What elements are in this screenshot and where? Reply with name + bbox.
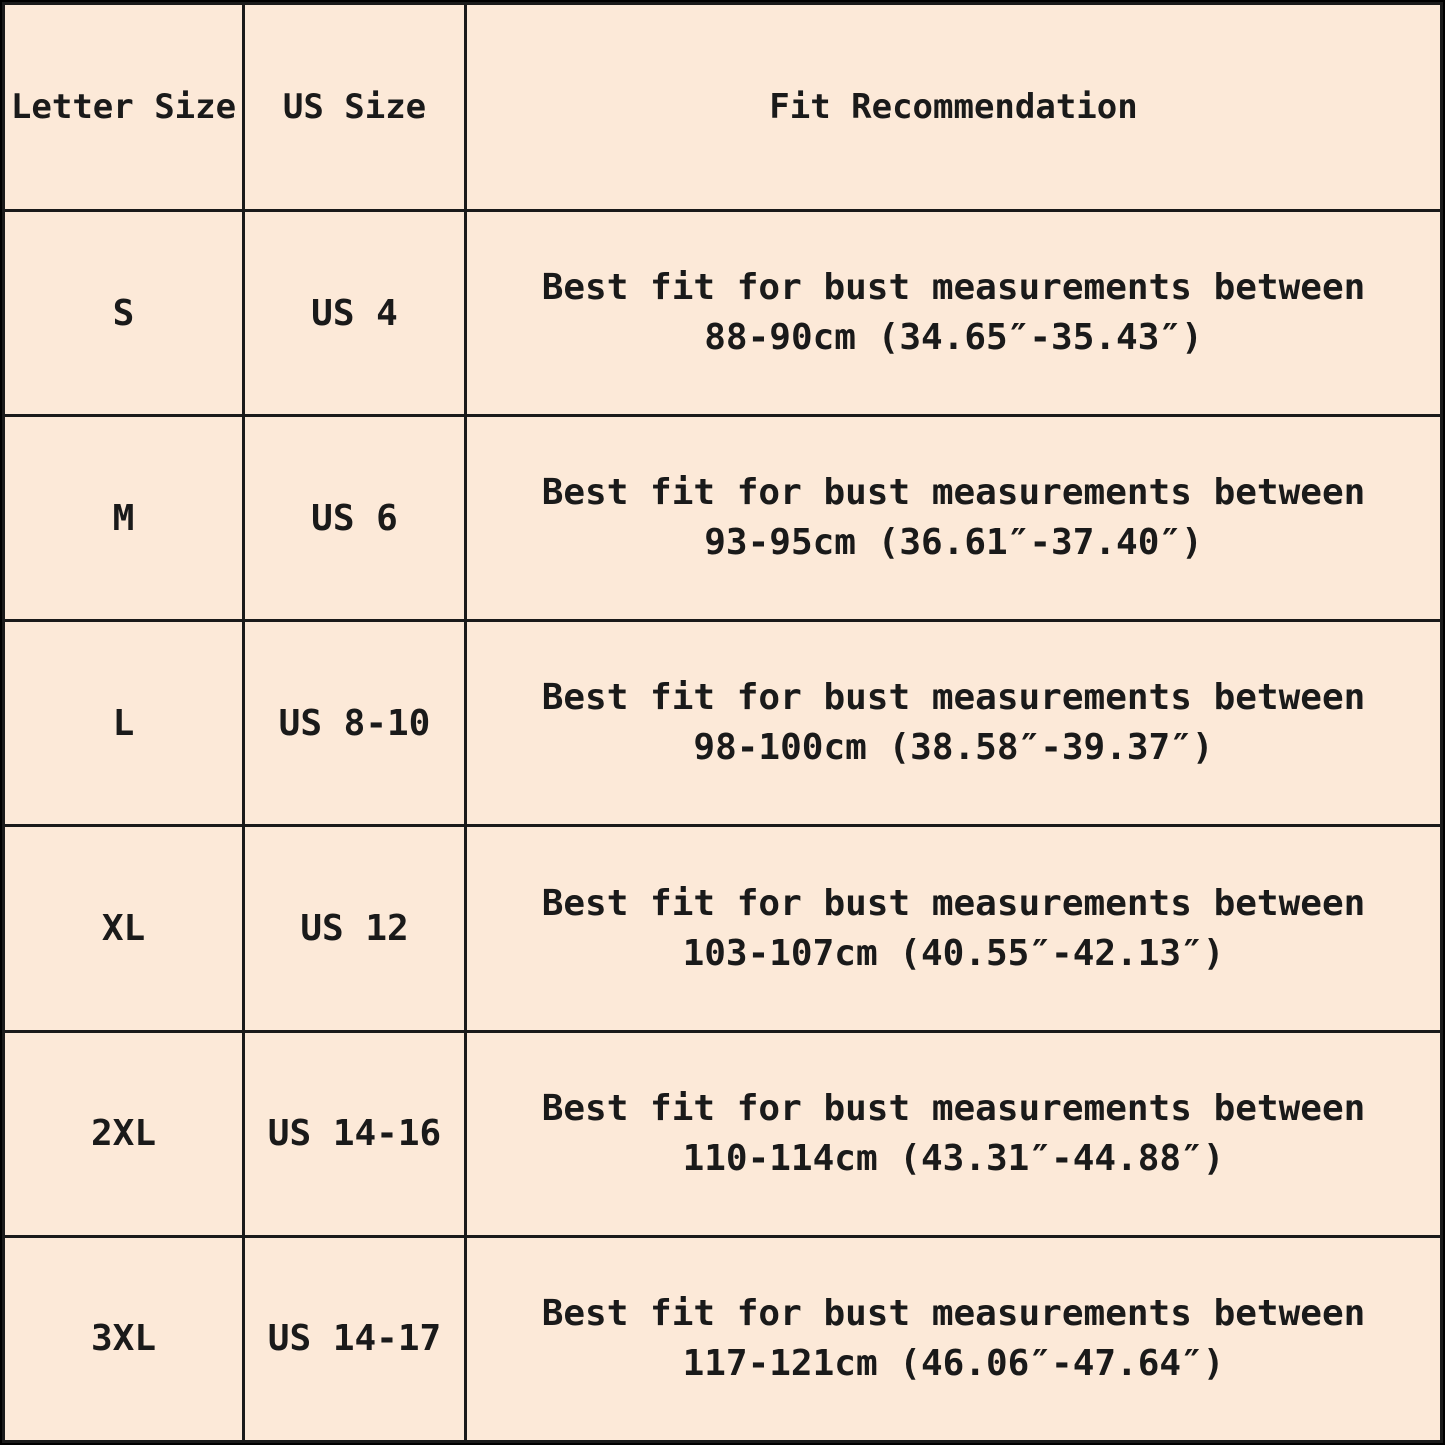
letter-size-cell: 2XL [4,1031,244,1236]
fit-description: Best fit for bust measurements between [541,1087,1366,1129]
letter-size-cell: XL [4,826,244,1031]
fit-recommendation-cell [466,211,1442,416]
table-row [4,1236,1442,1441]
fit-measurement: 98-100cm (38.58″-39.37″) [693,727,1214,769]
letter-size-cell: 3XL [4,1236,244,1441]
table-row [4,1031,1442,1236]
table-row [4,211,1442,416]
fit-description: Best fit for bust measurements between [541,677,1366,719]
table-header-row [4,4,1442,211]
fit-measurement: 117-121cm (46.06″-47.64″) [682,1342,1225,1384]
us-size-cell: US 14-17 [244,1236,466,1441]
fit-measurement: 93-95cm (36.61″-37.40″) [704,522,1203,564]
fit-description: Best fit for bust measurements between [541,1292,1366,1334]
fit-description: Best fit for bust measurements between [541,882,1366,924]
table-row [4,621,1442,826]
table-row [4,826,1442,1031]
header-fit-recommendation: Fit Recommendation [466,4,1442,211]
fit-measurement: 88-90cm (34.65″-35.43″) [704,317,1203,359]
fit-recommendation-cell [466,416,1442,621]
fit-recommendation-cell [466,1031,1442,1236]
fit-recommendation-cell [466,621,1442,826]
letter-size-cell: S [4,211,244,416]
size-chart-table [2,2,1443,1443]
letter-size-cell: L [4,621,244,826]
us-size-cell: US 4 [244,211,466,416]
fit-measurement: 110-114cm (43.31″-44.88″) [682,1137,1225,1179]
letter-size-cell: M [4,416,244,621]
fit-description: Best fit for bust measurements between [541,472,1366,514]
fit-measurement: 103-107cm (40.55″-42.13″) [682,932,1225,974]
us-size-cell: US 6 [244,416,466,621]
table-row [4,416,1442,621]
header-letter-size: Letter Size [4,4,244,211]
fit-description: Best fit for bust measurements between [541,267,1366,309]
us-size-cell: US 8-10 [244,621,466,826]
us-size-cell: US 14-16 [244,1031,466,1236]
fit-recommendation-cell [466,826,1442,1031]
header-us-size: US Size [244,4,466,211]
us-size-cell: US 12 [244,826,466,1031]
fit-recommendation-cell [466,1236,1442,1441]
